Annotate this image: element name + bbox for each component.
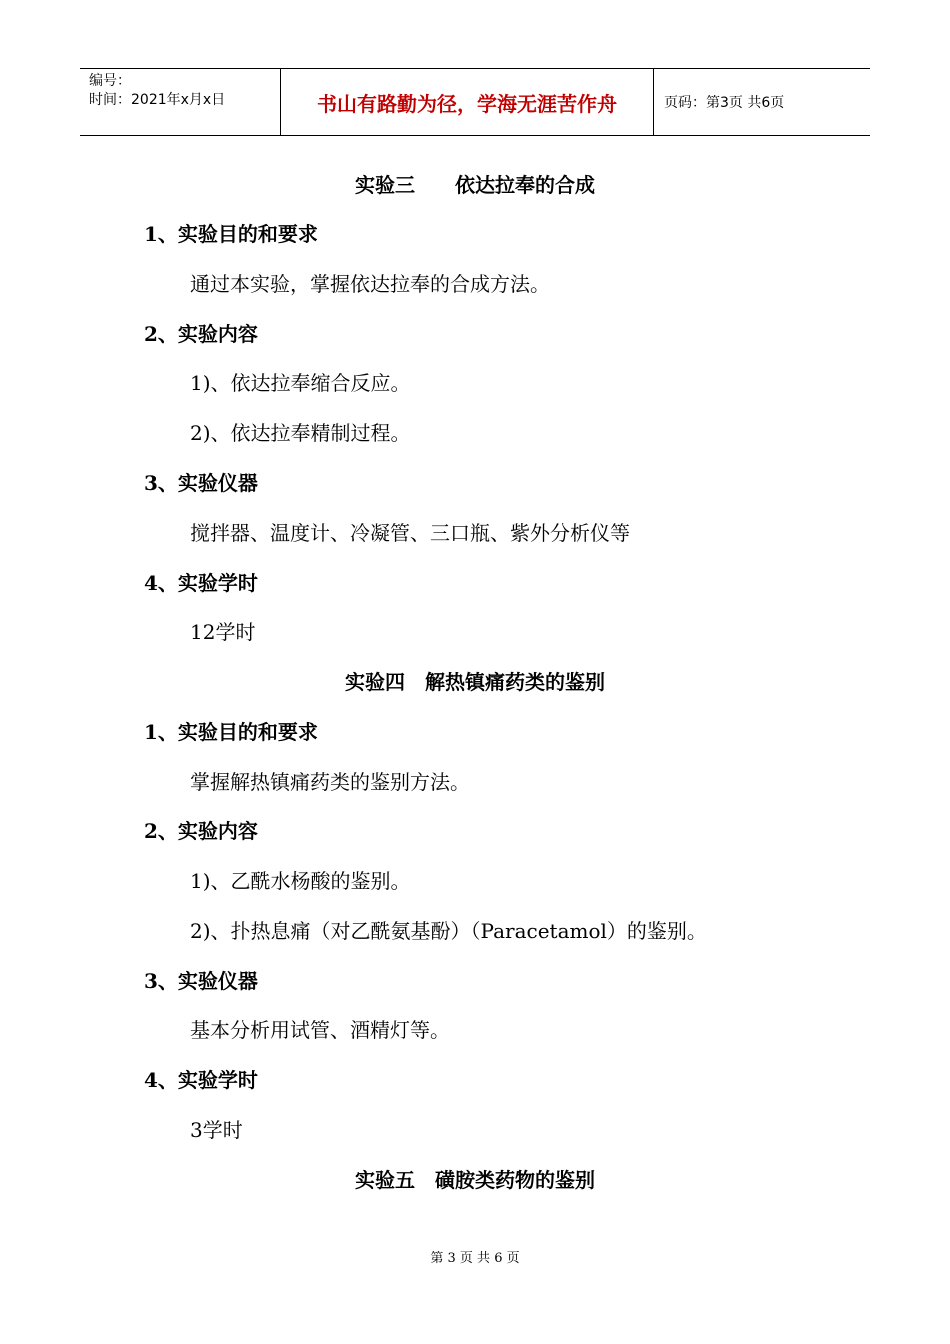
number-label: 编号： bbox=[89, 73, 131, 89]
page-header bbox=[80, 68, 870, 136]
paragraph: 3学时 bbox=[190, 1118, 243, 1142]
section-heading: 1、实验目的和要求 bbox=[144, 720, 318, 744]
paragraph: 通过本实验，掌握依达拉奉的合成方法。 bbox=[190, 272, 550, 296]
section-heading: 1、实验目的和要求 bbox=[144, 222, 318, 246]
paragraph: 掌握解热镇痛药类的鉴别方法。 bbox=[190, 770, 470, 794]
section-heading: 3、实验仪器 bbox=[144, 969, 258, 993]
header-meta bbox=[80, 69, 281, 135]
section-title: 实验四 解热镇痛药类的鉴别 bbox=[345, 670, 605, 694]
paragraph: 1)、乙酰水杨酸的鉴别。 bbox=[190, 869, 411, 893]
date-label: 时间：2021年x月x日 bbox=[89, 92, 226, 108]
page-info: 页码：第3页 共6页 bbox=[664, 95, 785, 111]
section-title: 实验五 磺胺类药物的鉴别 bbox=[355, 1168, 595, 1192]
paragraph: 12学时 bbox=[190, 620, 256, 644]
paragraph: 基本分析用试管、酒精灯等。 bbox=[190, 1018, 450, 1042]
paragraph: 搅拌器、温度计、冷凝管、三口瓶、紫外分析仪等 bbox=[190, 521, 630, 545]
paragraph: 2)、依达拉奉精制过程。 bbox=[190, 421, 411, 445]
page-footer: 第 3 页 共 6 页 bbox=[430, 1251, 520, 1266]
section-title: 实验三 依达拉奉的合成 bbox=[355, 173, 595, 197]
paragraph: 2)、扑热息痛（对乙酰氨基酚）（Paracetamol）的鉴别。 bbox=[190, 919, 707, 943]
section-heading: 2、实验内容 bbox=[144, 322, 258, 346]
paragraph: 1)、依达拉奉缩合反应。 bbox=[190, 371, 411, 395]
section-heading: 4、实验学时 bbox=[144, 1068, 258, 1092]
motto: 书山有路勤为径，学海无涯苦作舟 bbox=[317, 91, 617, 116]
section-heading: 4、实验学时 bbox=[144, 571, 258, 595]
header-motto-cell bbox=[281, 69, 654, 135]
section-heading: 2、实验内容 bbox=[144, 819, 258, 843]
section-heading: 3、实验仪器 bbox=[144, 471, 258, 495]
